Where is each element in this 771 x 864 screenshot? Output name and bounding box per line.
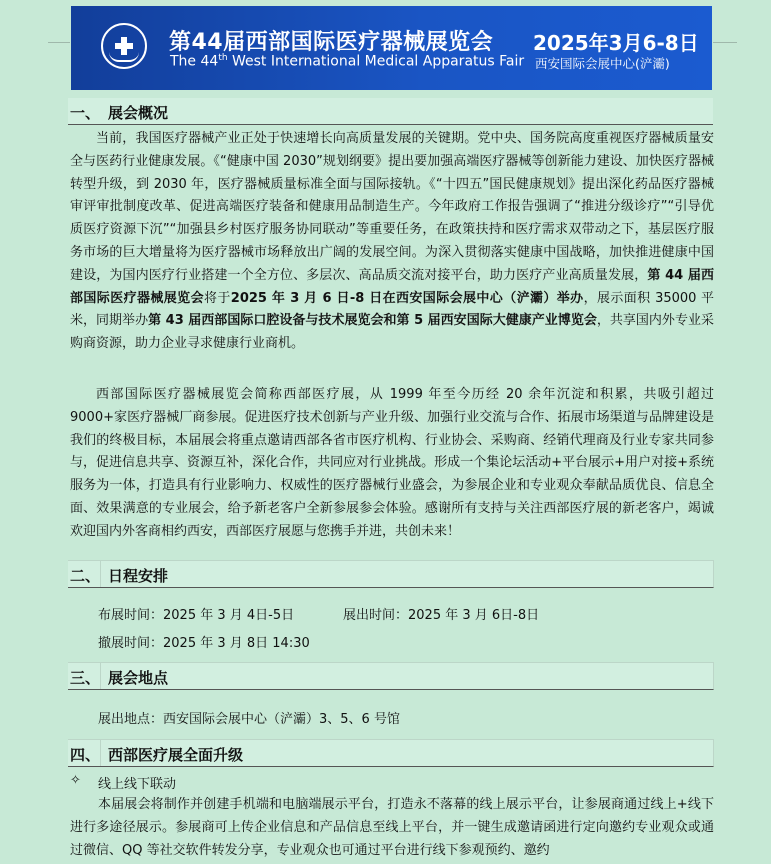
banner-date: 2025年3月6-8日 <box>533 31 699 55</box>
banner-title-en: The 44th West International Medical Apparatus Fair <box>170 53 525 70</box>
diamond-star-icon: ✧ <box>70 773 81 788</box>
overview-paragraph-2: 西部国际医疗器械展览会简称西部医疗展，从 1999 年至今历经 20 余年沉淀和积累，共吸引超过 9000+家医疗器械厂商参展。促进医疗技术创新与产业升级、加强行业交流与合作、拓展市场渠道与品牌建设是我们的终极目标，本届展会将重点邀请西部各省市医疗机构、行业协会、采购商、经销代理商及行业专家共同参与，促进信息共享、资源互补，深化合作，共同应对行业挑战。形成一个集论坛活动+平台展示+用户对接+系统服务为一体，打造具有行业影响力、权威性的医疗器械行业盛会，为参展企业和专业观众奉献品质优良、信息全面、效果满意的专业展会，给予新老客户全新参展参会体验。感谢所有支持与关注西部医疗展的新老客户，竭诚欢迎国内外客商相约西安，西部医疗展愿与您携手并进，共创未来！ <box>70 387 714 539</box>
bullet-online-offline: 线上线下联动 <box>98 777 177 792</box>
schedule-teardown: 撤展时间：2025 年 3 月 8日 14:30 <box>98 636 310 651</box>
section-heading-overview: 一、 展会概况 <box>68 98 713 125</box>
header-banner <box>71 6 712 90</box>
upgrade-paragraph: 本届展会将制作并创建手机端和电脑端展示平台，打造永不落幕的线上展示平台，让参展商通过线上+线下进行多途径展示。参展商可上传企业信息和产品信息至线上平台，并一键生成邀请函进行定向邀约专业观众或通过微信、QQ 等社交软件转发分享，专业观众也可通过平台进行线下参观预约、邀约 <box>70 797 714 858</box>
section-heading-upgrade: 四、 西部医疗展全面升级 <box>68 739 714 767</box>
fair-logo-icon <box>101 23 147 69</box>
overview-paragraph-1: 当前，我国医疗器械产业正处于快速增长向高质量发展的关键期。党中央、国务院高度重视医疗器械质量安全与医药行业健康发展。《“健康中国 2030”规划纲要》提出要加强高端医疗器械等创新能力建设、加快医疗器械转型升级，到 2030 年，医疗器械质量标准全面与国际接轨。《“十四五”国民健康规划》提出深化药品医疗器械审评审批制度改革、促进高端医疗装备和健康用品制造生产。今年政府工作报告强调了“推进分级诊疗”“引导优质医疗资源下沉”“加强县乡村医疗服务协同联动”等重要任务，在政策扶持和医疗需求双带动之下，基层医疗服务市场的巨大增量将为医疗器械市场释放出广阔的发展空间。为深入贯彻落实健康中国战略，加快推进健康中国建设，为国内医疗行业搭建一个全方位、多层次、高品质交流对接平台，助力医疗产业高质量发展，第 44 届西部国际医疗器械展览会将于2025 年 3 月 6 日-8 日在西安国际会展中心（浐灞）举办，展示面积 35000 平米，同期举办第 43 届西部国际口腔设备与技术展览会和第 5 届西安国际大健康产业博览会，共享国内外专业采购商资源，助力企业寻求健康行业商机。 <box>70 131 714 352</box>
schedule-show: 展出时间：2025 年 3 月 6日-8日 <box>343 608 540 623</box>
banner-venue: 西安国际会展中心(浐灞) <box>535 56 670 71</box>
section-heading-venue: 三、 展会地点 <box>68 662 714 690</box>
banner-title-cn: 第44届西部国际医疗器械展览会 <box>169 30 494 55</box>
schedule-setup: 布展时间：2025 年 3 月 4日-5日 <box>98 608 295 623</box>
margin-guide-left <box>48 42 70 43</box>
venue-line: 展出地点：西安国际会展中心（浐灞）3、5、6 号馆 <box>98 712 400 727</box>
margin-guide-right <box>713 42 737 43</box>
section-heading-schedule: 二、 日程安排 <box>68 560 714 588</box>
